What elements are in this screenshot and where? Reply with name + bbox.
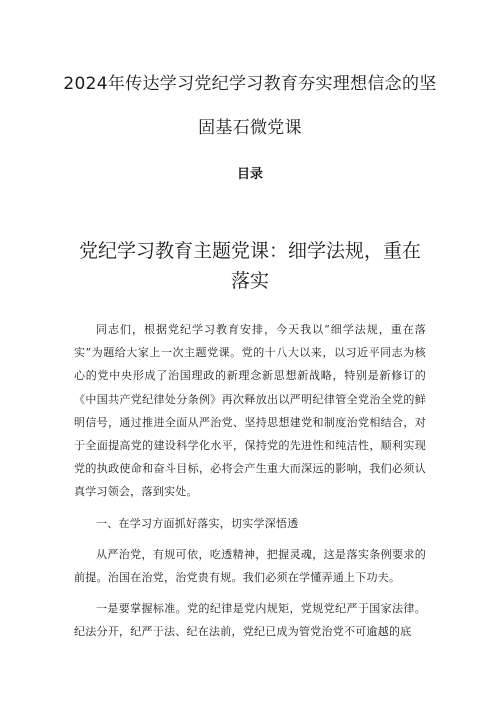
paragraph: 从严治党，有规可依，吃透精神，把握灵魂，这是落实条例要求的前提。治国在治党，治党贵有规。我们必须在学懂弄通上下功夫。 [74, 547, 426, 585]
section-title: 党纪学习教育主题党课：细学法规，重在落实 [78, 240, 421, 292]
paragraph: 同志们，根据党纪学习教育安排，今天我以“细学法规，重在落实”为题给大家上一次主题党课。党的十八大以来，以习近平同志为核心的党中央形成了治国理政的新理念新思想新战略，特别是新修订的《中国共产党纪律处分条例》再次释放出以严明纪律管全党治全党的鲜明信号，通过推进全面从严治党、坚持思想建党和制度治党相结合，对于全面提高党的建设科学化水平，保持党的先进性和纯洁性，顺利实现党的执政使命和奋斗目标，必将会产生重大而深远的影响，我们必须认真学习领会，落到实处。 [74, 323, 426, 499]
document-title: 2024年传达学习党纪学习教育夯实理想信念的坚固基石微党课 [63, 74, 437, 138]
paragraph: 一是要掌握标准。党的纪律是党内规矩，党规党纪严于国家法律。纪法分开，纪严于法、纪在法前，党纪已成为管党治党不可逾越的底 [74, 602, 426, 639]
toc-label: 目录 [236, 167, 263, 182]
paragraph-heading: 一、在学习方面抓好落实，切实学深悟透 [96, 516, 299, 530]
document-body [74, 318, 426, 652]
